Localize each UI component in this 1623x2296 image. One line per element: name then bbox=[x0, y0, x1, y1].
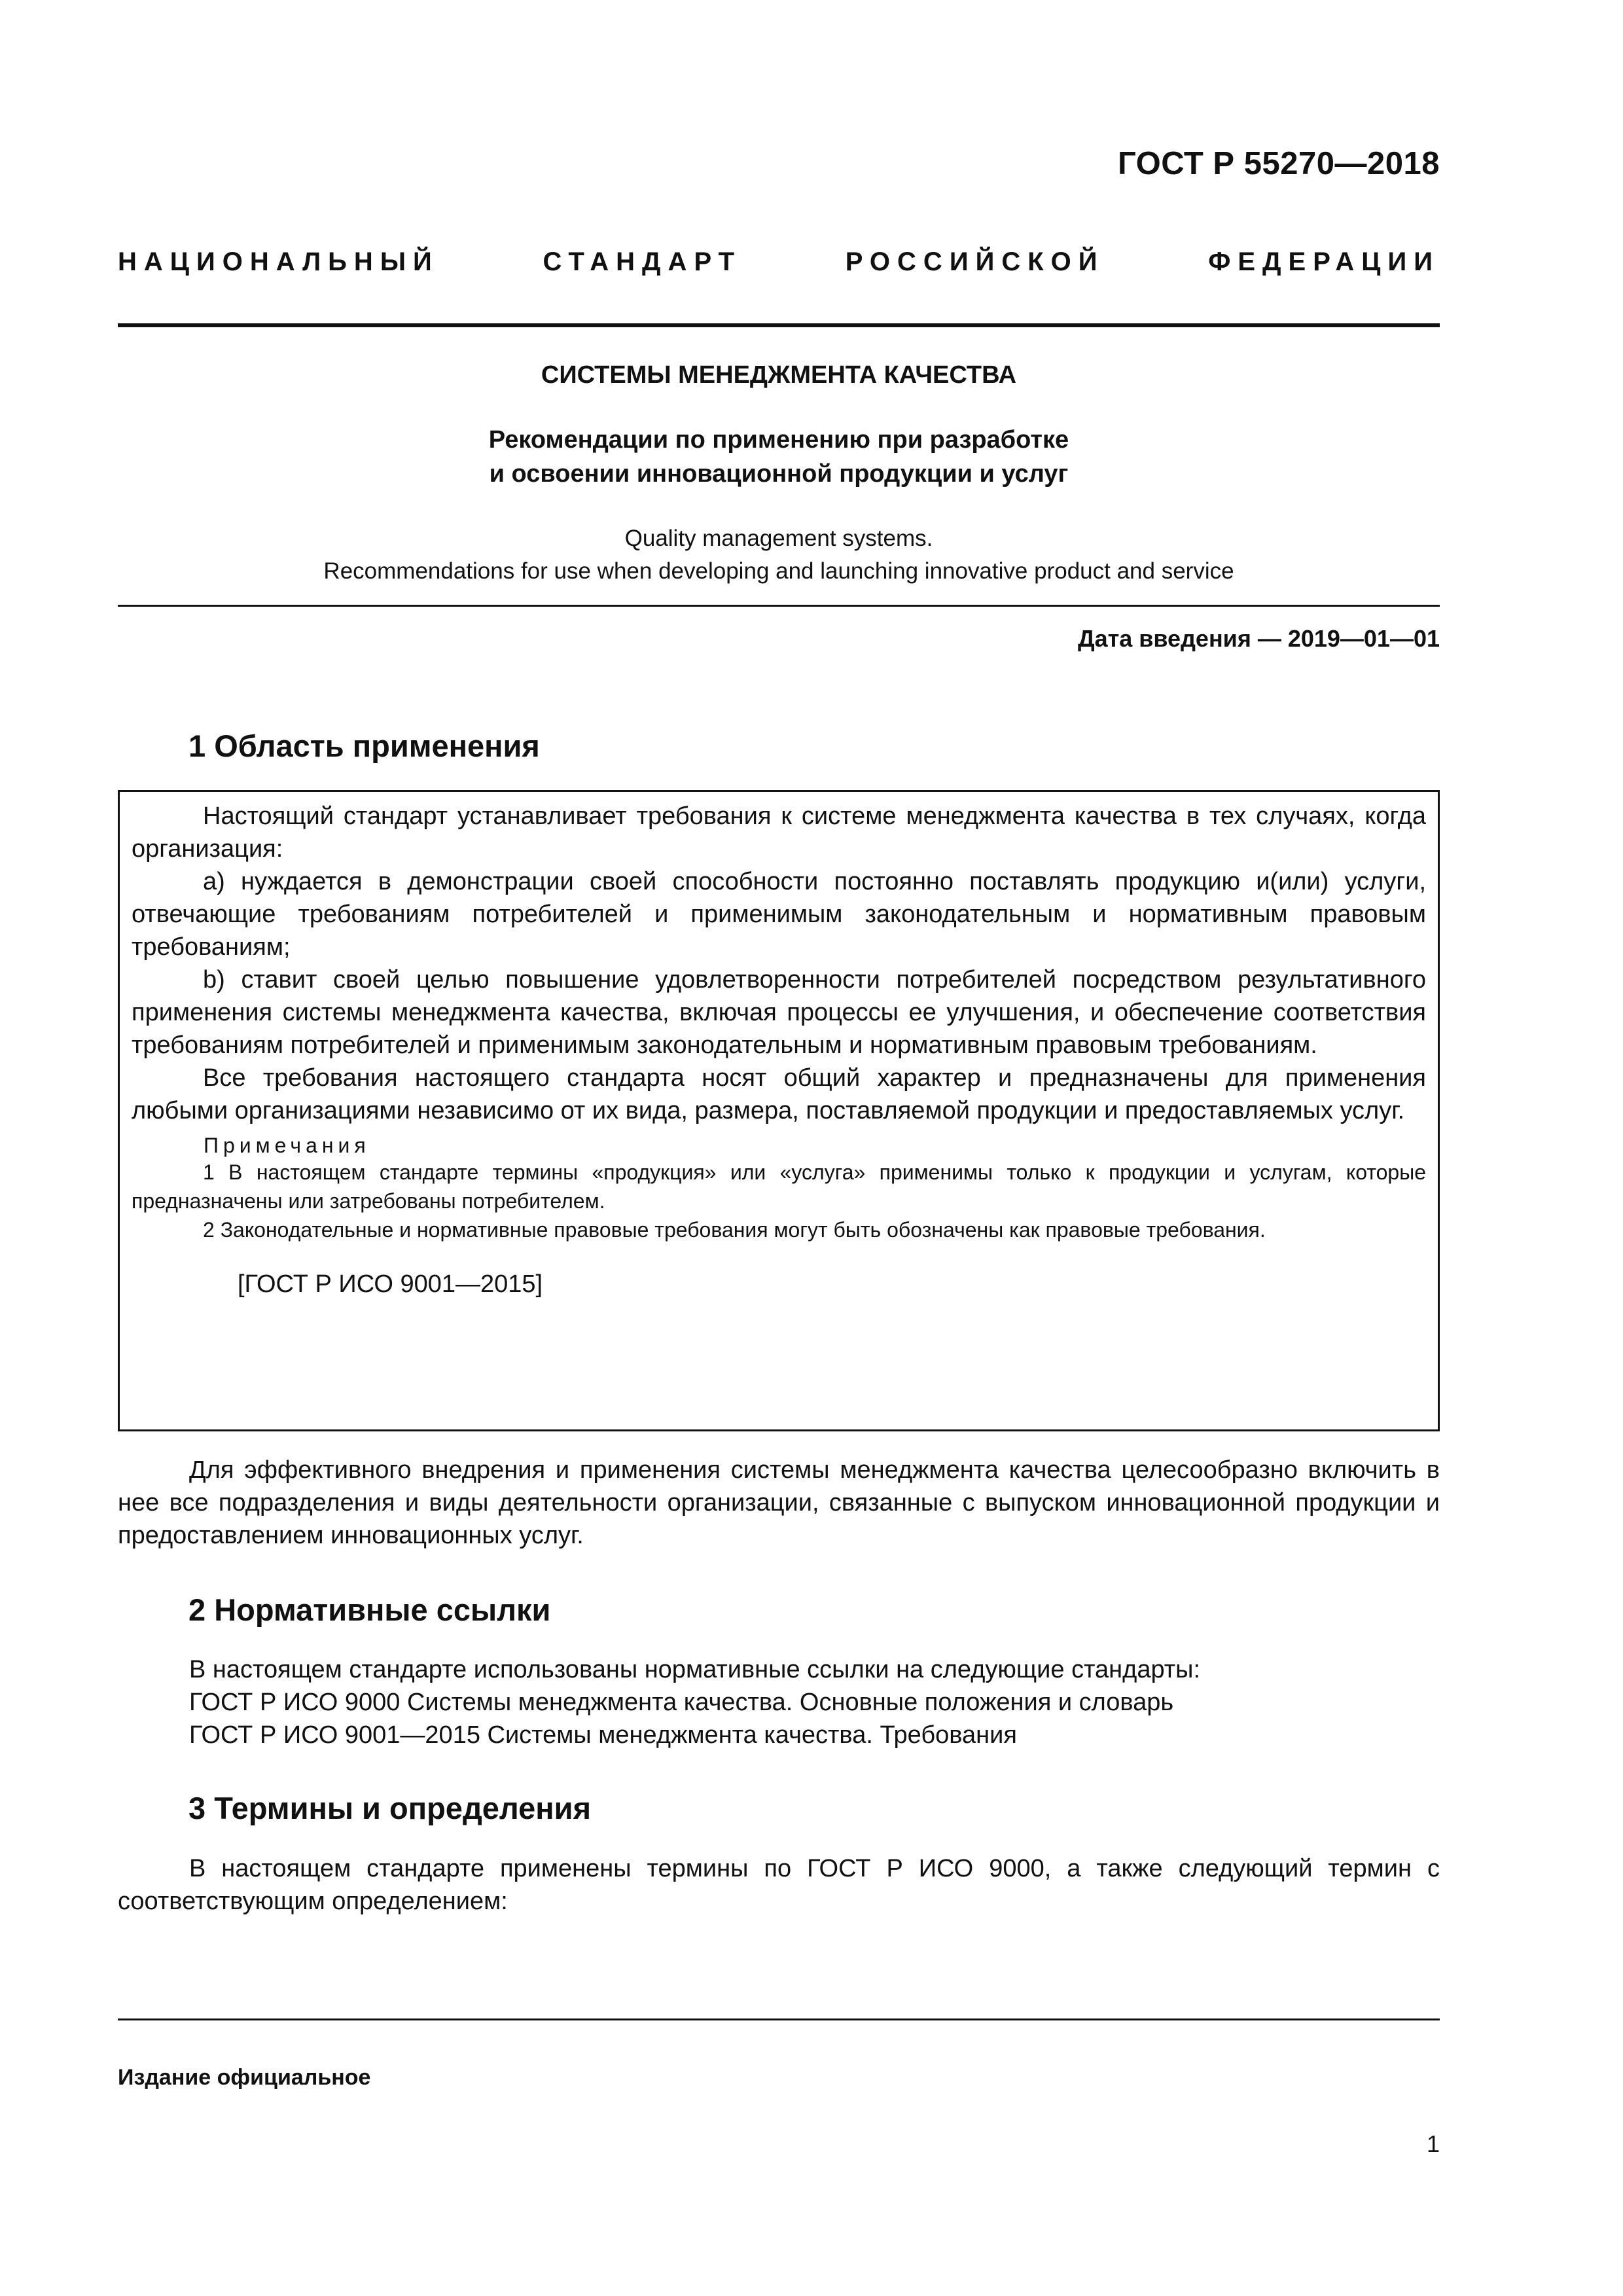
document-number: ГОСТ Р 55270—2018 bbox=[1117, 146, 1440, 181]
scope-quote-box bbox=[118, 790, 1440, 1431]
implementation-paragraph: Для эффективного внедрения и применения системы менеджмента качества целесообразно включить в нее все подразделения и виды деятельности организации, связанные с выпуском инновационной продукции и предоставлением инновационных услуг. bbox=[118, 1456, 1440, 1549]
normative-references bbox=[118, 1653, 1440, 1751]
national-standard-banner: НАЦИОНАЛЬНЫЙ СТАНДАРТ РОССИЙСКОЙ ФЕДЕРАЦИИ bbox=[118, 247, 1440, 276]
section-1-after-box bbox=[118, 1454, 1440, 1552]
references-intro: В настоящем стандарте использованы нормативные ссылки на следующие стандарты: bbox=[189, 1656, 1201, 1683]
quote-source: [ГОСТ Р ИСО 9001—2015] bbox=[238, 1270, 543, 1298]
document-subtitle bbox=[118, 423, 1440, 491]
english-title bbox=[118, 522, 1440, 588]
english-title-line-2: Recommendations for use when developing and launching innovative product and service bbox=[323, 558, 1234, 584]
page-number: 1 bbox=[1426, 2130, 1440, 2157]
terms-intro-block bbox=[118, 1852, 1440, 1918]
edition-label: Издание официальное bbox=[118, 2065, 371, 2090]
section-1-heading: 1 Область применения bbox=[188, 728, 540, 763]
subtitle-line-2: и освоении инновационной продукции и услуг bbox=[489, 460, 1069, 488]
scope-item-a: а) нуждается в демонстрации своей способности постоянно поставлять продукцию и(или) услуги, отвечающие требованиям потребителей и применимым законодательным и нормативным правовым требованиям; bbox=[132, 868, 1426, 961]
scope-item-b: b) ставит своей целью повышение удовлетворенности потребителей посредством результативного применения системы менеджмента качества, включая процессы ее улучшения, и обеспечение соответствия требованиям потребителей и применимым законодательным и нормативным правовым требованиям. bbox=[132, 966, 1426, 1059]
english-title-line-1: Quality management systems. bbox=[624, 526, 933, 551]
section-2-heading: 2 Нормативные ссылки bbox=[188, 1592, 551, 1627]
reference-item: ГОСТ Р ИСО 9000 Системы менеджмента качества. Основные положения и словарь bbox=[189, 1689, 1174, 1716]
introduction-date: Дата введения — 2019—01—01 bbox=[1077, 625, 1440, 652]
footer-divider bbox=[118, 2018, 1440, 2020]
subtitle-line-1: Рекомендации по применению при разработке bbox=[488, 426, 1069, 454]
scope-general-paragraph: Все требования настоящего стандарта носят общий характер и предназначены для применения любыми организациями независимо от их вида, размера, поставляемой продукции и предоставляемых услуг. bbox=[132, 1064, 1426, 1124]
section-3-heading: 3 Термины и определения bbox=[188, 1791, 591, 1825]
reference-item: ГОСТ Р ИСО 9001—2015 Системы менеджмента качества. Требования bbox=[189, 1721, 1017, 1749]
scope-paragraph: Настоящий стандарт устанавливает требования к системе менеджмента качества в тех случаях, когда организация: bbox=[132, 802, 1426, 863]
document-title: СИСТЕМЫ МЕНЕДЖМЕНТА КАЧЕСТВА bbox=[541, 361, 1017, 389]
note-2: 2 Законодательные и нормативные правовые требования могут быть обозначены как правовые требования. bbox=[203, 1218, 1266, 1242]
notes-heading: Примечания bbox=[204, 1134, 370, 1157]
header-divider bbox=[118, 323, 1440, 327]
title-divider bbox=[118, 605, 1440, 607]
note-1: 1 В настоящем стандарте термины «продукция» или «услуга» применимы только к продукции и услугам, которые предназначены или затребованы потребителем. bbox=[132, 1160, 1426, 1213]
terms-paragraph: В настоящем стандарте применены термины по ГОСТ Р ИСО 9000, а также следующий термин с соответствующим определением: bbox=[118, 1855, 1440, 1915]
